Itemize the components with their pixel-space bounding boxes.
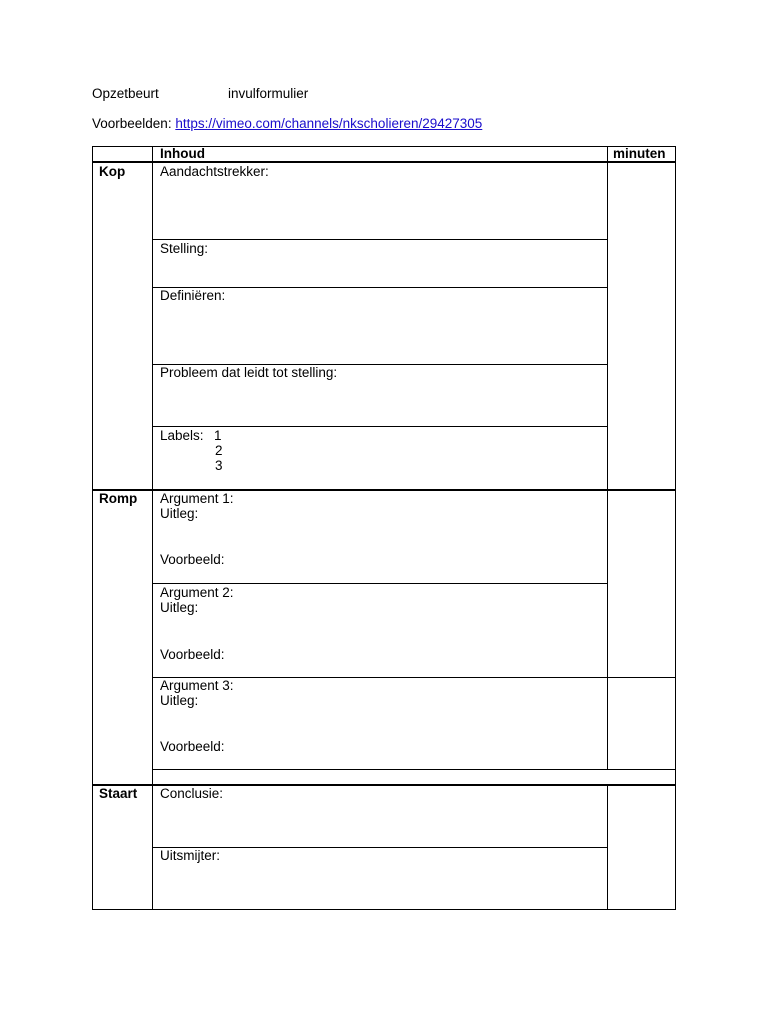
- field-voorbeeld-1: Voorbeeld:: [160, 552, 225, 567]
- field-argument-3: Argument 3:: [160, 678, 234, 693]
- field-uitleg-2: Uitleg:: [160, 600, 199, 615]
- header-bottom-border: [92, 161, 676, 163]
- label-number-1: 1: [214, 428, 222, 443]
- row-divider: [153, 769, 676, 770]
- doc-subtitle: invulformulier: [228, 86, 309, 101]
- field-voorbeeld-3: Voorbeeld:: [160, 739, 225, 754]
- section-label-romp: Romp: [99, 491, 138, 506]
- row-divider: [153, 847, 607, 848]
- field-stelling: Stelling:: [160, 241, 209, 256]
- minutes-column-border: [607, 146, 608, 770]
- examples-row: [92, 116, 482, 131]
- row-divider: [153, 583, 607, 584]
- field-voorbeeld-2: Voorbeeld:: [160, 647, 225, 662]
- field-definieren: Definiëren:: [160, 288, 226, 303]
- examples-link[interactable]: https://vimeo.com/channels/nkscholieren/29427305: [175, 116, 483, 131]
- label-number-3: 3: [215, 458, 223, 473]
- label-number-2: 2: [215, 443, 223, 458]
- row-divider: [153, 426, 607, 427]
- doc-title: Opzetbeurt: [92, 86, 159, 101]
- field-argument-1: Argument 1:: [160, 491, 234, 506]
- field-argument-2: Argument 2:: [160, 585, 234, 600]
- field-uitleg-1: Uitleg:: [160, 506, 199, 521]
- minutes-column-border: [607, 785, 608, 910]
- section-column-border: [152, 146, 153, 910]
- table-left-border: [92, 146, 93, 910]
- section-label-kop: Kop: [99, 164, 126, 179]
- table-right-border: [675, 146, 676, 910]
- row-divider: [153, 239, 607, 240]
- section-label-staart: Staart: [99, 786, 138, 801]
- column-header-minutes: minuten: [613, 146, 666, 161]
- field-uitleg-3: Uitleg:: [160, 693, 199, 708]
- field-uitsmijter: Uitsmijter:: [160, 848, 220, 863]
- table-bottom-border: [92, 909, 676, 910]
- field-aandachtstrekker: Aandachtstrekker:: [160, 164, 269, 179]
- column-header-content: Inhoud: [160, 146, 205, 161]
- field-labels: Labels:: [160, 428, 204, 443]
- examples-label: Voorbeelden:: [92, 116, 172, 131]
- field-conclusie: Conclusie:: [160, 786, 224, 801]
- field-probleem: Probleem dat leidt tot stelling:: [160, 365, 338, 380]
